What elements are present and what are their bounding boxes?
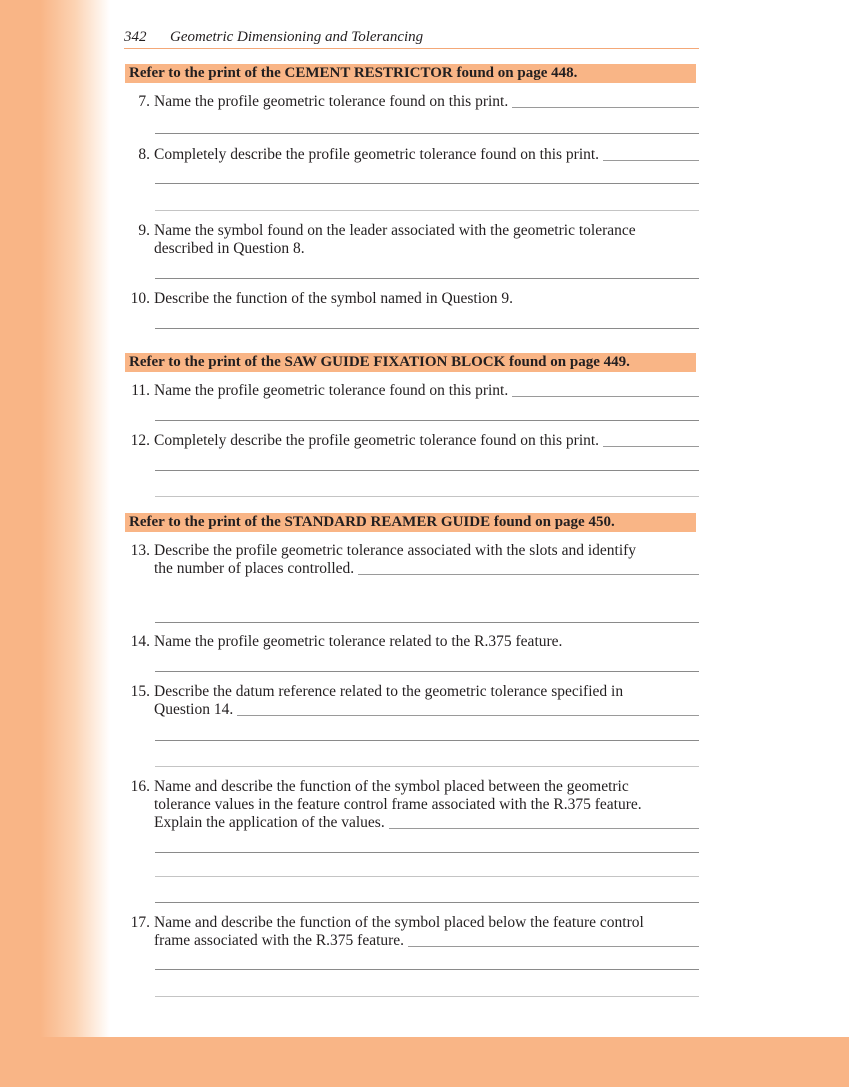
question-line bbox=[124, 290, 699, 308]
answer-blank[interactable] bbox=[237, 701, 699, 716]
indent bbox=[124, 814, 154, 832]
question-17 bbox=[124, 914, 699, 950]
question-line bbox=[124, 432, 699, 450]
book-title: Geometric Dimensioning and Tolerancing bbox=[170, 29, 424, 45]
question-15 bbox=[124, 683, 699, 719]
answer-blank[interactable] bbox=[512, 382, 699, 397]
question-line bbox=[124, 814, 699, 832]
question-text: Name the symbol found on the leader associated with the geometric tolerance bbox=[154, 222, 636, 239]
question-text: tolerance values in the feature control frame associated with the R.375 feature. bbox=[154, 796, 642, 813]
question-line bbox=[124, 542, 699, 560]
question-12 bbox=[124, 432, 699, 450]
question-line bbox=[124, 382, 699, 400]
question-text: Describe the function of the symbol named in Question 9. bbox=[154, 290, 514, 307]
question-text: Completely describe the profile geometric tolerance found on this print. bbox=[154, 146, 600, 163]
question-text: Describe the datum reference related to the geometric tolerance specified in bbox=[154, 683, 624, 700]
page-edge-decoration bbox=[0, 0, 112, 1087]
question-text: the number of places controlled. bbox=[154, 560, 355, 577]
answer-line[interactable] bbox=[155, 852, 699, 853]
answer-blank[interactable] bbox=[408, 932, 699, 947]
answer-line[interactable] bbox=[155, 278, 699, 279]
answer-line[interactable] bbox=[155, 876, 699, 877]
indent bbox=[124, 240, 154, 258]
question-number: 8. bbox=[138, 146, 150, 163]
answer-line[interactable] bbox=[155, 496, 699, 497]
answer-line[interactable] bbox=[155, 766, 699, 767]
question-text: Name and describe the function of the symbol placed below the feature control bbox=[154, 914, 644, 931]
answer-line[interactable] bbox=[155, 420, 699, 421]
answer-line[interactable] bbox=[155, 671, 699, 672]
question-10 bbox=[124, 290, 699, 308]
question-number: 9. bbox=[138, 222, 150, 239]
question-text: frame associated with the R.375 feature. bbox=[154, 932, 405, 949]
question-line bbox=[124, 701, 699, 719]
question-text: described in Question 8. bbox=[154, 240, 305, 257]
answer-blank[interactable] bbox=[389, 814, 699, 829]
question-number: 12. bbox=[130, 432, 150, 449]
question-text: Name the profile geometric tolerance related to the R.375 feature. bbox=[154, 633, 563, 650]
question-11 bbox=[124, 382, 699, 400]
question-line bbox=[124, 914, 699, 932]
section-heading: Refer to the print of the CEMENT RESTRICTOR found on page 448. bbox=[125, 64, 696, 83]
question-number: 16. bbox=[130, 778, 150, 795]
running-header bbox=[124, 29, 699, 49]
answer-blank[interactable] bbox=[603, 146, 699, 161]
question-line bbox=[124, 560, 699, 578]
answer-line[interactable] bbox=[155, 740, 699, 741]
indent bbox=[124, 932, 154, 950]
question-number: 10. bbox=[130, 290, 150, 307]
question-number: 7. bbox=[138, 93, 150, 110]
question-text: Name the profile geometric tolerance found on this print. bbox=[154, 93, 509, 110]
answer-line[interactable] bbox=[155, 996, 699, 997]
answer-blank[interactable] bbox=[603, 432, 699, 447]
answer-line[interactable] bbox=[155, 470, 699, 471]
question-line bbox=[124, 683, 699, 701]
question-7 bbox=[124, 93, 699, 111]
question-16 bbox=[124, 778, 699, 832]
answer-line[interactable] bbox=[155, 183, 699, 184]
question-line bbox=[124, 93, 699, 111]
question-text: Describe the profile geometric tolerance associated with the slots and identify bbox=[154, 542, 637, 559]
question-number: 17. bbox=[130, 914, 150, 931]
answer-line[interactable] bbox=[155, 622, 699, 623]
section-heading: Refer to the print of the SAW GUIDE FIXATION BLOCK found on page 449. bbox=[125, 353, 696, 372]
answer-blank[interactable] bbox=[358, 560, 699, 575]
answer-line[interactable] bbox=[155, 210, 699, 211]
answer-line[interactable] bbox=[155, 133, 699, 134]
answer-line[interactable] bbox=[155, 328, 699, 329]
page-footer-band bbox=[0, 1037, 849, 1087]
question-text: Completely describe the profile geometric tolerance found on this print. bbox=[154, 432, 600, 449]
indent bbox=[124, 796, 154, 814]
question-text: Name the profile geometric tolerance found on this print. bbox=[154, 382, 509, 399]
question-line bbox=[124, 932, 699, 950]
question-number: 11. bbox=[131, 382, 150, 399]
question-8 bbox=[124, 146, 699, 164]
indent bbox=[124, 701, 154, 719]
answer-blank[interactable] bbox=[512, 93, 699, 108]
question-number: 13. bbox=[130, 542, 150, 559]
page-number: 342 bbox=[124, 29, 147, 45]
question-text: Name and describe the function of the symbol placed between the geometric bbox=[154, 778, 629, 795]
question-line bbox=[124, 146, 699, 164]
question-line bbox=[124, 222, 699, 240]
question-text: Explain the application of the values. bbox=[154, 814, 385, 831]
question-number: 15. bbox=[130, 683, 150, 700]
question-line bbox=[124, 240, 699, 258]
answer-line[interactable] bbox=[155, 969, 699, 970]
section-heading: Refer to the print of the STANDARD REAMER GUIDE found on page 450. bbox=[125, 513, 696, 532]
question-line bbox=[124, 778, 699, 796]
question-14 bbox=[124, 633, 699, 651]
question-number: 14. bbox=[130, 633, 150, 650]
answer-line[interactable] bbox=[155, 902, 699, 903]
question-13 bbox=[124, 542, 699, 578]
question-9 bbox=[124, 222, 699, 258]
question-line bbox=[124, 796, 699, 814]
question-line bbox=[124, 633, 699, 651]
indent bbox=[124, 560, 154, 578]
question-text: Question 14. bbox=[154, 701, 234, 718]
